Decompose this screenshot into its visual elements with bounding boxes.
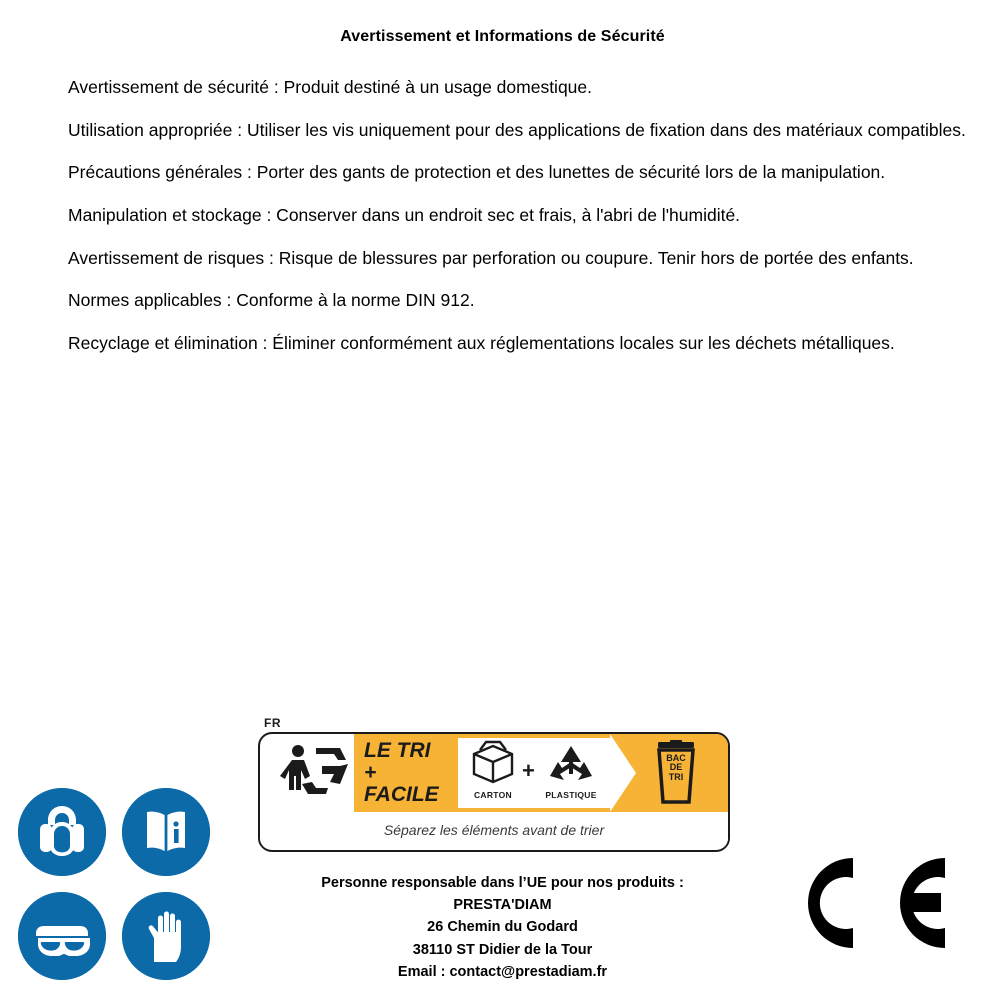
tri-headline: [364, 740, 456, 806]
tri-arrow-shape: [610, 734, 636, 812]
bin-line-2: DE: [669, 762, 683, 773]
tri-headline-line1: LE TRI: [364, 739, 431, 762]
paragraph-risk-warning: Avertissement de risques : Risque de blessures par perforation ou coupure. Tenir hors de portée des enfants.: [68, 247, 914, 268]
tri-recycling-label: [258, 716, 726, 848]
plastique-caption: PLASTIQUE: [545, 790, 597, 800]
tri-country-code: FR: [264, 716, 281, 730]
recycle-triangle-icon: [538, 740, 604, 784]
bin-line-3: TRI: [668, 771, 684, 782]
bin-line-1: BAC: [666, 753, 686, 763]
carton-caption: CARTON: [473, 790, 512, 800]
read-instructions-icon: [122, 788, 210, 876]
tri-footer-text: Séparez les éléments avant de trier: [383, 822, 605, 838]
tri-label-box: [258, 732, 730, 852]
responsible-email: Email : contact@prestadiam.fr: [397, 963, 608, 980]
bac-de-tri-icon: [644, 740, 708, 811]
paragraph-safety-warning: Avertissement de sécurité : Produit destiné à un usage domestique.: [68, 77, 593, 97]
paragraph-recycling-disposal: Recyclage et élimination : Éliminer conformément aux réglementations locales sur les déchets métalliques.: [68, 332, 895, 353]
responsible-address: 26 Chemin du Godard: [427, 919, 578, 936]
ce-mark-icon: [795, 848, 955, 958]
tri-footer-bar: [260, 812, 728, 848]
bac-de-tri-text: [656, 754, 696, 782]
paragraph-general-precautions: Précautions générales : Porter des gants de protection et des lunettes de sécurité lors de la manipulation.: [68, 162, 886, 183]
safety-information-text: [68, 76, 978, 374]
responsible-company: PRESTA'DIAM: [453, 897, 552, 914]
carton-icon-block: [460, 740, 526, 800]
paragraph-applicable-standards: Normes applicables : Conforme à la norme DIN 912.: [68, 290, 475, 311]
paragraph-handling-storage: Manipulation et stockage : Conserver dans un endroit sec et frais, à l'abri de l'humidité.: [68, 204, 741, 225]
page-title: Avertissement et Informations de Sécurité: [340, 28, 665, 45]
tri-plus-sign: +: [522, 758, 535, 783]
ear-protection-icon: [18, 788, 106, 876]
responsible-city: 38110 ST Didier de la Tour: [412, 941, 593, 958]
triman-icon: [268, 738, 354, 808]
paragraph-proper-use: Utilisation appropriée : Utiliser les vis uniquement pour des applications de fixation dans des matériaux compatibles.: [68, 119, 966, 140]
tri-headline-line2: + FACILE: [364, 761, 439, 807]
plastique-icon-block: [538, 740, 604, 800]
responsible-person-heading: Personne responsable dans l’UE pour nos produits :: [321, 875, 684, 891]
carton-box-icon: [460, 740, 526, 784]
